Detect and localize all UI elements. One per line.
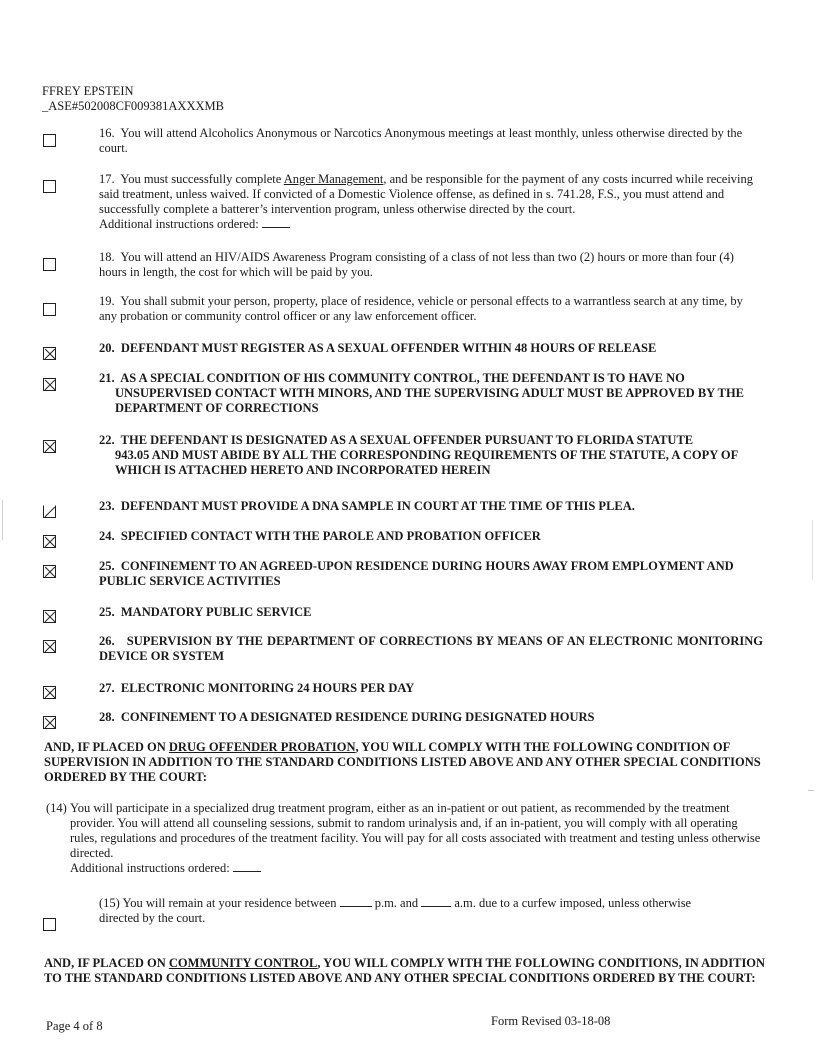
condition-text: THE DEFENDANT IS DESIGNATED AS A SEXUAL OFFENDER PURSUANT TO FLORIDA STATUTE — [120, 433, 694, 447]
condition-23 — [99, 499, 763, 514]
condition-number: 27. — [99, 681, 115, 695]
additional-instructions-label: Additional instructions ordered: — [70, 861, 230, 875]
checkbox-26[interactable] — [43, 640, 56, 653]
condition-number: 17. — [99, 172, 115, 186]
condition-text: ELECTRONIC MONITORING 24 HOURS PER DAY — [120, 681, 415, 695]
condition-20 — [99, 341, 763, 356]
condition-number: 16. — [99, 126, 115, 140]
condition-text: DEFENDANT MUST PROVIDE A DNA SAMPLE IN COURT AT THE TIME OF THIS PLEA. — [120, 499, 635, 513]
checkbox-25a[interactable] — [43, 565, 56, 578]
condition-text: MANDATORY PUBLIC SERVICE — [120, 605, 312, 619]
checkbox-25b[interactable] — [43, 610, 56, 623]
condition-18 — [99, 250, 763, 280]
heading-text: AND, IF PLACED ON — [44, 740, 169, 754]
case-number: _ASE#502008CF009381AXXXMB — [42, 99, 224, 113]
condition-number: 19. — [99, 294, 115, 308]
condition-text: p.m. and — [374, 896, 419, 910]
condition-number: (15) — [99, 896, 120, 910]
checkbox-16[interactable] — [43, 134, 56, 147]
community-control-heading — [44, 956, 766, 986]
condition-number: 24. — [99, 529, 115, 543]
checkbox-27[interactable] — [43, 686, 56, 699]
condition-text-continued: 943.05 AND MUST ABIDE BY ALL THE CORRESPONDING REQUIREMENTS OF THE STATUTE, A COPY OF WHICH IS ATTACHED HERETO AND INCORPORATED HEREIN — [115, 448, 738, 477]
community-control-label: COMMUNITY CONTROL — [168, 956, 318, 970]
condition-number: 28. — [99, 710, 115, 724]
condition-text: CONFINEMENT TO A DESIGNATED RESIDENCE DURING DESIGNATED HOURS — [120, 710, 595, 724]
condition-text: You must successfully complete — [120, 172, 284, 186]
condition-26 — [99, 634, 763, 664]
condition-number: (14) — [46, 801, 67, 815]
checkbox-22[interactable] — [43, 440, 56, 453]
page-number: Page 4 of 8 — [46, 1019, 103, 1033]
drug-offender-probation-label: DRUG OFFENDER PROBATION — [168, 740, 356, 754]
condition-number: 25. — [99, 605, 115, 619]
condition-text: You will participate in a specialized drug treatment program, either as an in-patient or out patient, as recommended by the treatment provider. You will attend all counseling sessions, submit to random urinalysis and, if an in-patient, you will comply with all operating rules, regulations and procedures of the treatment facility. You will pay for all costs associated with treatment and testing unless otherwise directed. — [70, 801, 761, 860]
checkbox-17[interactable] — [43, 180, 56, 193]
condition-text: You will attend Alcoholics Anonymous or Narcotics Anonymous meetings at least monthly, unless otherwise directed by the court. — [99, 126, 743, 155]
checkbox-21[interactable] — [43, 378, 56, 391]
heading-text: , YOU WILL COMPLY WITH THE FOLLOWING CONDITION OF SUPERVISION IN ADDITION TO THE STANDARD CONDITIONS LISTED ABOVE AND ANY OTHER SPECIAL CONDITIONS ORDERED BY THE COURT: — [44, 740, 761, 784]
condition-21 — [99, 371, 767, 416]
form-revision: Form Revised 03-18-08 — [491, 1014, 611, 1028]
additional-instructions-blank[interactable] — [233, 861, 261, 872]
condition-24 — [99, 529, 763, 544]
condition-number: 23. — [99, 499, 115, 513]
anger-management-link: Anger Management — [283, 172, 384, 186]
heading-text: AND, IF PLACED ON — [44, 956, 169, 970]
condition-text: , and be responsible for the payment of any costs incurred while receiving said treatment, unless waived. If convicted of a Domestic Violence offense, as defined in s. 741.28, F.S., you must attend and successfully complete a batterer’s intervention program, unless otherwise directed by the court. — [99, 172, 754, 216]
condition-number: 18. — [99, 250, 115, 264]
scan-mark — [2, 500, 3, 540]
drug-offender-heading — [44, 740, 766, 785]
condition-number: 20. — [99, 341, 115, 355]
condition-text: DEFENDANT MUST REGISTER AS A SEXUAL OFFENDER WITHIN 48 HOURS OF RELEASE — [120, 341, 657, 355]
condition-number: 25. — [99, 559, 115, 573]
condition-text: You shall submit your person, property, place of residence, vehicle or personal effects to a warrantless search at any time, by any probation or community control officer or any law enforcement officer. — [99, 294, 743, 323]
condition-28 — [99, 710, 763, 725]
condition-19 — [99, 294, 763, 324]
drug-condition-15 — [99, 896, 763, 926]
curfew-am-blank[interactable] — [421, 896, 451, 907]
checkbox-19[interactable] — [43, 303, 56, 316]
condition-text: SPECIFIED CONTACT WITH THE PAROLE AND PROBATION OFFICER — [120, 529, 541, 543]
condition-text: a.m. due to a curfew imposed, unless otherwise — [454, 896, 692, 910]
condition-number: 21. — [99, 371, 115, 385]
condition-number: 22. — [99, 433, 115, 447]
checkbox-23[interactable] — [43, 505, 56, 518]
condition-text: You will attend an HIV/AIDS Awareness Program consisting of a class of not less than two (2) hours or more than four (4) hours in length, the cost for which will be paid by you. — [99, 250, 734, 279]
condition-text: SUPERVISION BY THE DEPARTMENT OF CORRECTIONS BY MEANS OF AN ELECTRONIC MONITORING DEVICE OR SYSTEM — [99, 634, 763, 663]
scan-mark — [808, 790, 814, 791]
condition-16 — [99, 126, 763, 156]
additional-instructions-blank[interactable] — [262, 217, 290, 228]
checkbox-15[interactable] — [43, 918, 56, 931]
defendant-name: FFREY EPSTEIN — [42, 84, 134, 98]
condition-25b — [99, 605, 763, 620]
condition-27 — [99, 681, 763, 696]
condition-17 — [99, 172, 763, 232]
checkbox-20[interactable] — [43, 347, 56, 360]
drug-condition-14 — [46, 801, 766, 876]
checkbox-24[interactable] — [43, 535, 56, 548]
condition-22 — [99, 433, 749, 478]
condition-text: You will remain at your residence between — [122, 896, 337, 910]
additional-instructions-label: Additional instructions ordered: — [99, 217, 259, 231]
condition-text: CONFINEMENT TO AN AGREED-UPON RESIDENCE DURING HOURS AWAY FROM EMPLOYMENT AND PUBLIC SERVICE ACTIVITIES — [99, 559, 734, 588]
checkbox-28[interactable] — [43, 716, 56, 729]
condition-text: directed by the court. — [99, 911, 206, 925]
condition-text: AS A SPECIAL CONDITION OF HIS COMMUNITY CONTROL, THE DEFENDANT IS TO HAVE NO — [120, 371, 685, 385]
condition-25a — [99, 559, 763, 589]
condition-number: 26. — [99, 634, 115, 648]
condition-text-continued: UNSUPERVISED CONTACT WITH MINORS, AND THE SUPERVISING ADULT MUST BE APPROVED BY THE DEPARTMENT OF CORRECTIONS — [115, 386, 745, 415]
heading-text: , YOU WILL COMPLY WITH THE FOLLOWING CONDITIONS, IN ADDITION TO THE STANDARD CONDITIONS LISTED ABOVE AND ANY OTHER SPECIAL CONDITIONS ORDERED BY THE COURT: — [44, 956, 766, 985]
scan-mark — [812, 520, 813, 580]
checkbox-18[interactable] — [43, 258, 56, 271]
curfew-pm-blank[interactable] — [340, 896, 372, 907]
